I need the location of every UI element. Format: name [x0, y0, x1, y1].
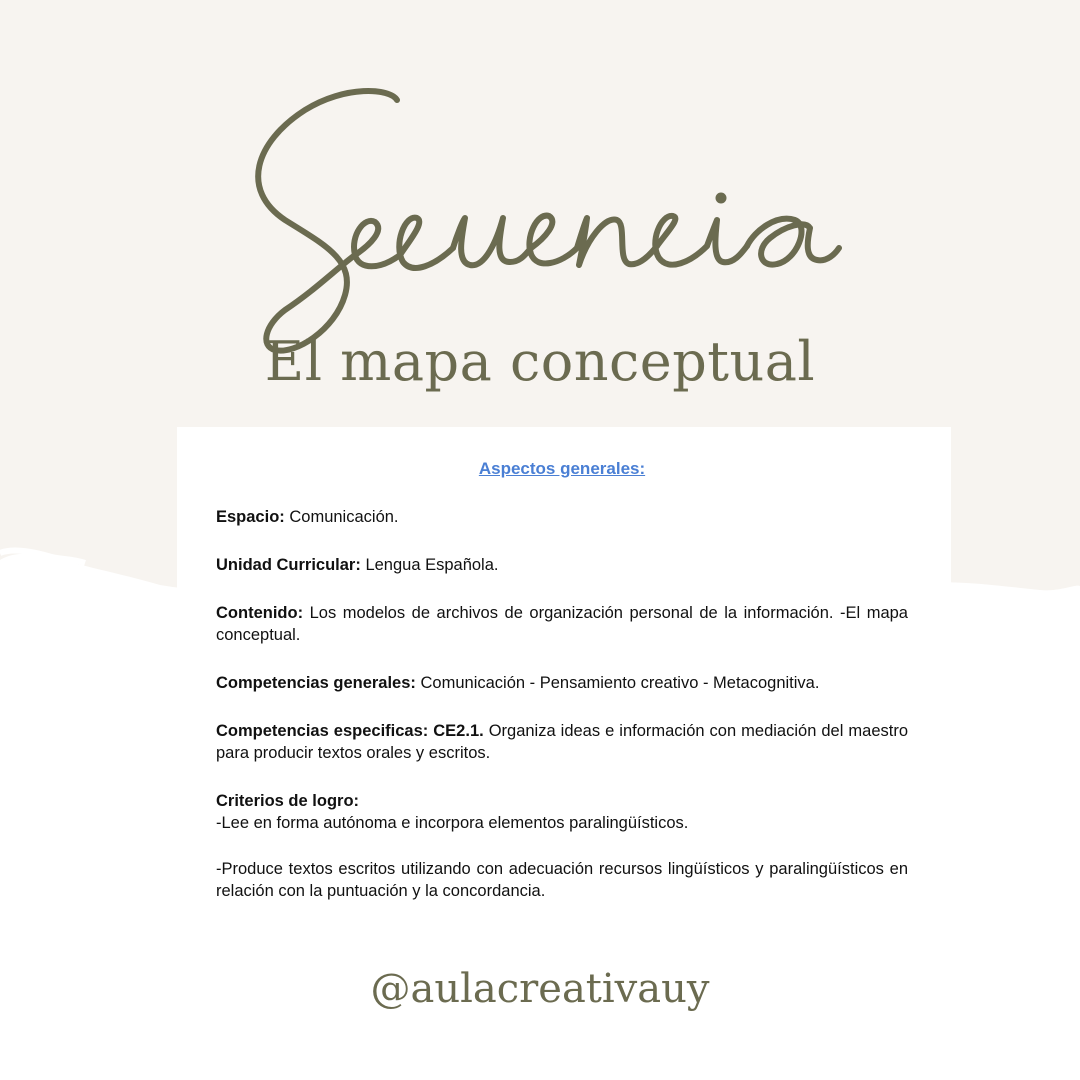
- field-value: Comunicación.: [284, 508, 399, 526]
- criteria-title: Criterios de logro:: [216, 792, 360, 810]
- document-body: [216, 458, 908, 902]
- field-label: Contenido:: [216, 604, 304, 622]
- field-label: Unidad Curricular:: [216, 556, 361, 574]
- field-espacio: [216, 506, 908, 528]
- field-label: Competencias generales:: [216, 674, 416, 692]
- field-value: Lengua Española.: [360, 556, 499, 574]
- field-contenido: [216, 602, 908, 646]
- field-value: Comunicación - Pensamiento creativo - Metacognitiva.: [415, 674, 820, 692]
- script-title-lettering: [225, 70, 865, 370]
- field-label: Espacio:: [216, 508, 285, 526]
- social-handle: @aulacreativauy: [370, 966, 710, 1012]
- field-competencias-especificas: [216, 720, 908, 764]
- field-value: Los modelos de archivos de organización personal de la información. -El mapa conceptual.: [216, 604, 908, 644]
- subtitle: El mapa conceptual: [264, 330, 816, 393]
- document-card: [177, 427, 951, 947]
- document-heading: Aspectos generales:: [478, 459, 646, 478]
- field-label: Competencias especificas: CE2.1.: [216, 722, 484, 740]
- field-unidad-curricular: [216, 554, 908, 576]
- field-value: Organiza ideas e información con mediación del maestro para producir textos orales y escritos.: [216, 722, 908, 762]
- script-title: [225, 70, 865, 370]
- criteria-item: -Lee en forma autónoma e incorpora elementos paralingüísticos.: [216, 814, 689, 832]
- field-competencias-generales: [216, 672, 908, 694]
- criteria-item: -Produce textos escritos utilizando con adecuación recursos lingüísticos y paralingüísticos en relación con la puntuación y la concordancia.: [216, 860, 908, 900]
